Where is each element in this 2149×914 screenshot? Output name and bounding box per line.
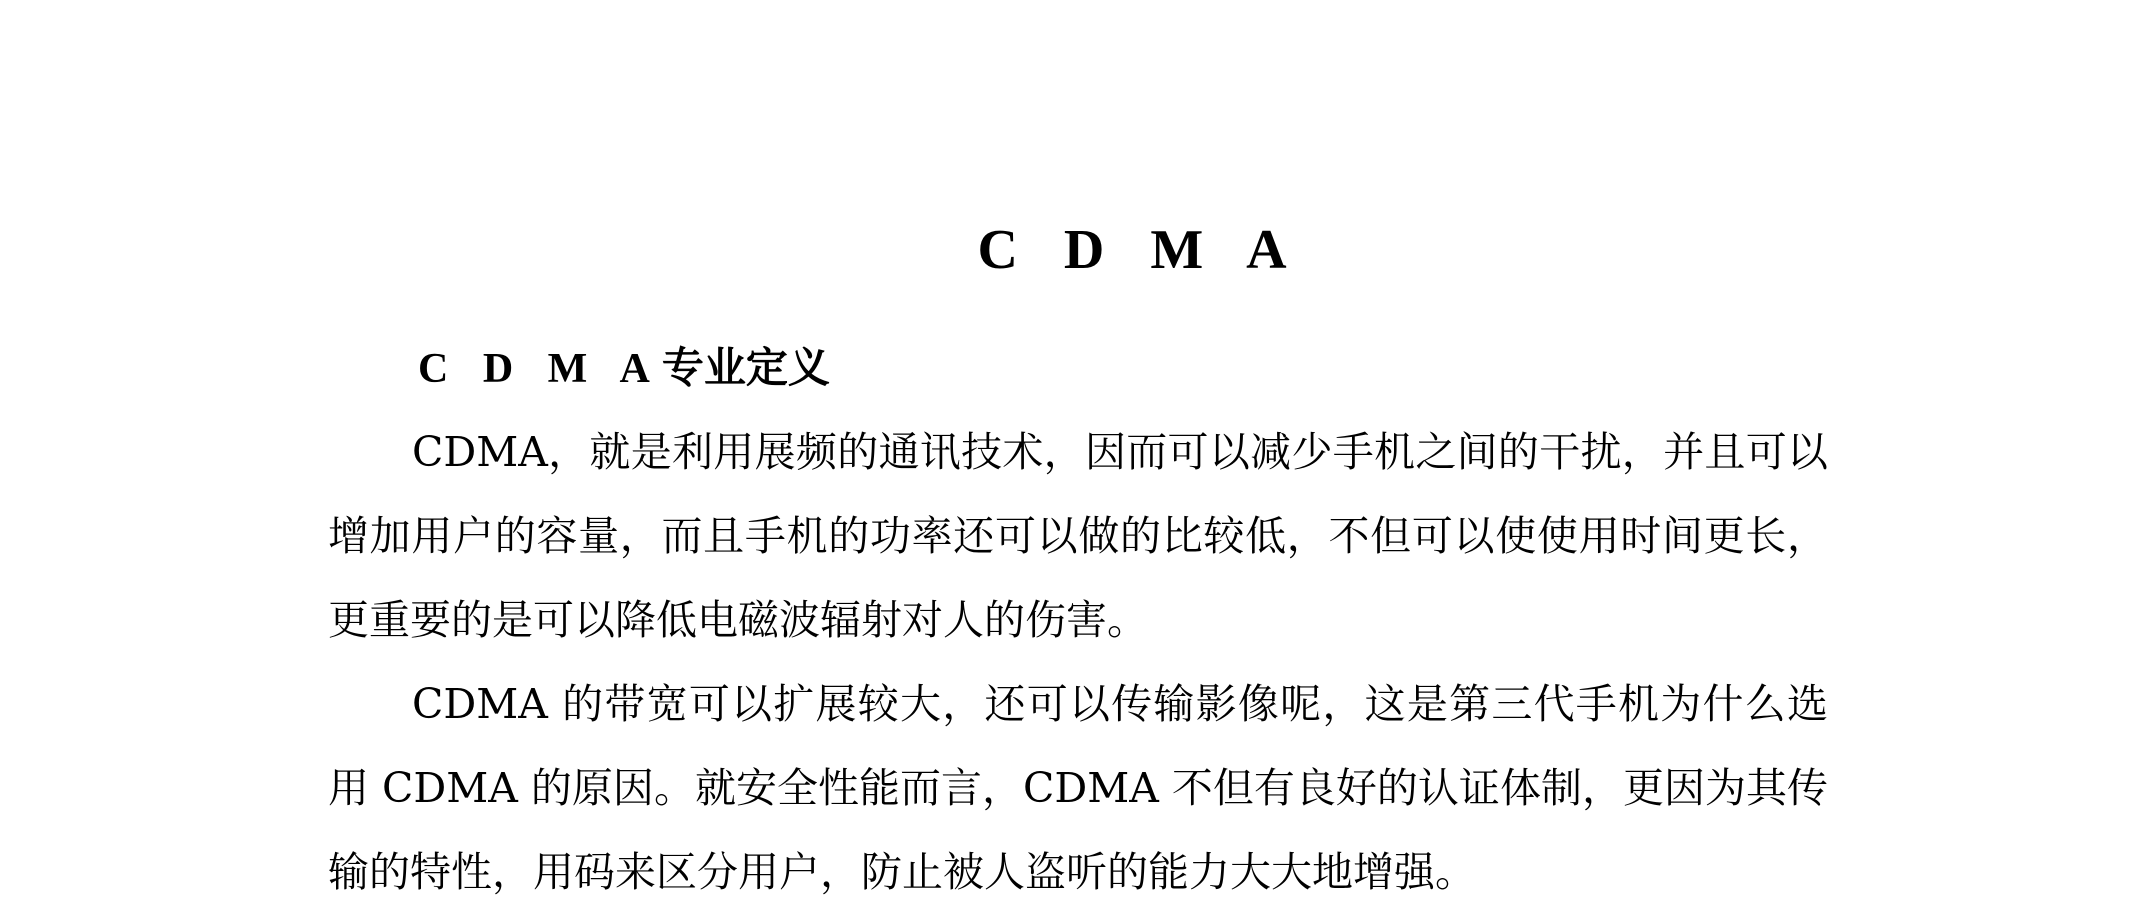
section-heading-cn: 专业定义 <box>661 343 830 392</box>
paragraph-bandwidth-security: CDMA 的带宽可以扩展较大，还可以传输影像呢，这是第三代手机为什么选用 CDMA 的原因。就安全性能而言，CDMA 不但有良好的认证体制，更因为其传输的特性，用码来区分用户，防止被人盗听的能力大大地增强。 <box>328 680 1828 896</box>
section-heading <box>418 340 830 397</box>
section-heading-latin: C D M A <box>418 346 662 392</box>
paragraph-definition: CDMA，就是利用展频的通讯技术，因而可以减少手机之间的干扰，并且可以增加用户的容量，而且手机的功率还可以做的比较低，不但可以使使用时间更长，更重要的是可以降低电磁波辐射对人的伤害。 <box>328 428 1828 644</box>
document-title: C D M A <box>977 219 1303 281</box>
